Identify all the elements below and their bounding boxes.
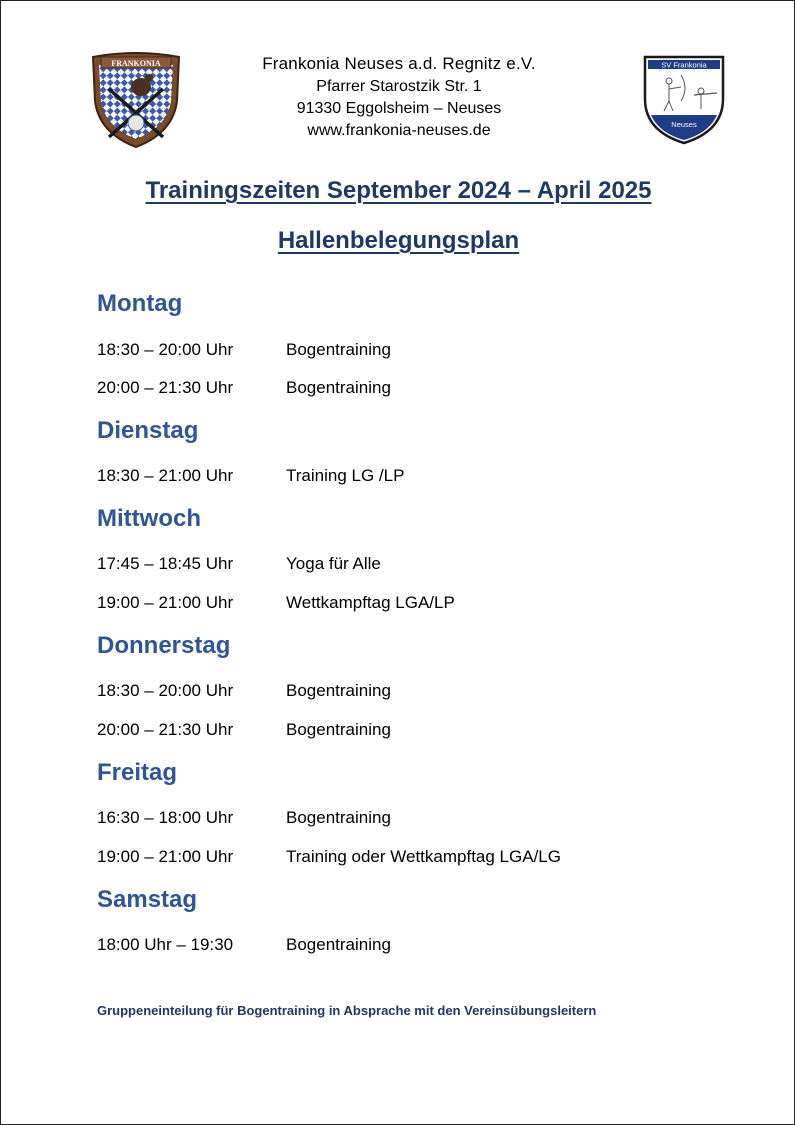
schedule-row	[97, 591, 717, 615]
activity: Training LG /LP	[286, 466, 405, 485]
time-slot: 19:00 – 21:00 Uhr	[97, 847, 234, 866]
document-title: Trainingszeiten September 2024 – April 2025	[145, 177, 652, 204]
footnote: Gruppeneinteilung für Bogentraining in Absprache mit den Vereinsübungsleitern	[97, 1003, 597, 1018]
day-heading-mittwoch: Mittwoch	[97, 505, 201, 532]
activity: Training oder Wettkampftag LGA/LG	[286, 847, 561, 866]
activity: Yoga für Alle	[286, 554, 381, 573]
svg-text:SV Frankonia: SV Frankonia	[661, 60, 707, 70]
schedule-row	[97, 718, 717, 742]
club-address-block	[201, 52, 597, 142]
svg-text:Neuses: Neuses	[671, 120, 697, 129]
sv-frankonia-logo	[639, 49, 729, 145]
schedule-row	[97, 845, 717, 869]
day-heading-montag: Montag	[97, 290, 183, 317]
club-city: 91330 Eggolsheim – Neuses	[296, 100, 502, 117]
time-slot: 18:30 – 20:00 Uhr	[97, 681, 234, 700]
activity: Wettkampftag LGA/LP	[286, 593, 455, 612]
day-heading-donnerstag: Donnerstag	[97, 632, 231, 659]
frankonia-crest-logo	[89, 51, 183, 149]
schedule-row	[97, 552, 717, 576]
activity: Bogentraining	[286, 720, 391, 739]
activity: Bogentraining	[286, 681, 391, 700]
schedule-row	[97, 933, 717, 957]
time-slot: 18:00 Uhr – 19:30	[97, 935, 234, 954]
schedule-row	[97, 376, 717, 400]
svg-text:FRANKONIA: FRANKONIA	[111, 59, 161, 68]
time-slot: 19:00 – 21:00 Uhr	[97, 593, 234, 612]
activity: Bogentraining	[286, 340, 391, 359]
activity: Bogentraining	[286, 935, 391, 954]
schedule-row	[97, 338, 717, 362]
club-name: Frankonia Neuses a.d. Regnitz e.V.	[262, 54, 536, 73]
day-heading-freitag: Freitag	[97, 759, 178, 786]
time-slot: 17:45 – 18:45 Uhr	[97, 554, 234, 573]
schedule-row	[97, 679, 717, 703]
activity: Bogentraining	[286, 808, 391, 827]
club-street: Pfarrer Starostzik Str. 1	[316, 78, 482, 95]
time-slot: 20:00 – 21:30 Uhr	[97, 720, 234, 739]
time-slot: 18:30 – 20:00 Uhr	[97, 340, 234, 359]
schedule-row	[97, 806, 717, 830]
day-heading-dienstag: Dienstag	[97, 417, 199, 444]
time-slot: 16:30 – 18:00 Uhr	[97, 808, 234, 827]
activity: Bogentraining	[286, 378, 391, 397]
day-heading-samstag: Samstag	[97, 886, 198, 913]
time-slot: 20:00 – 21:30 Uhr	[97, 378, 234, 397]
club-website: www.frankonia-neuses.de	[307, 122, 491, 139]
schedule-row	[97, 464, 717, 488]
document-subtitle: Hallenbelegungsplan	[277, 227, 520, 254]
time-slot: 18:30 – 21:00 Uhr	[97, 466, 234, 485]
